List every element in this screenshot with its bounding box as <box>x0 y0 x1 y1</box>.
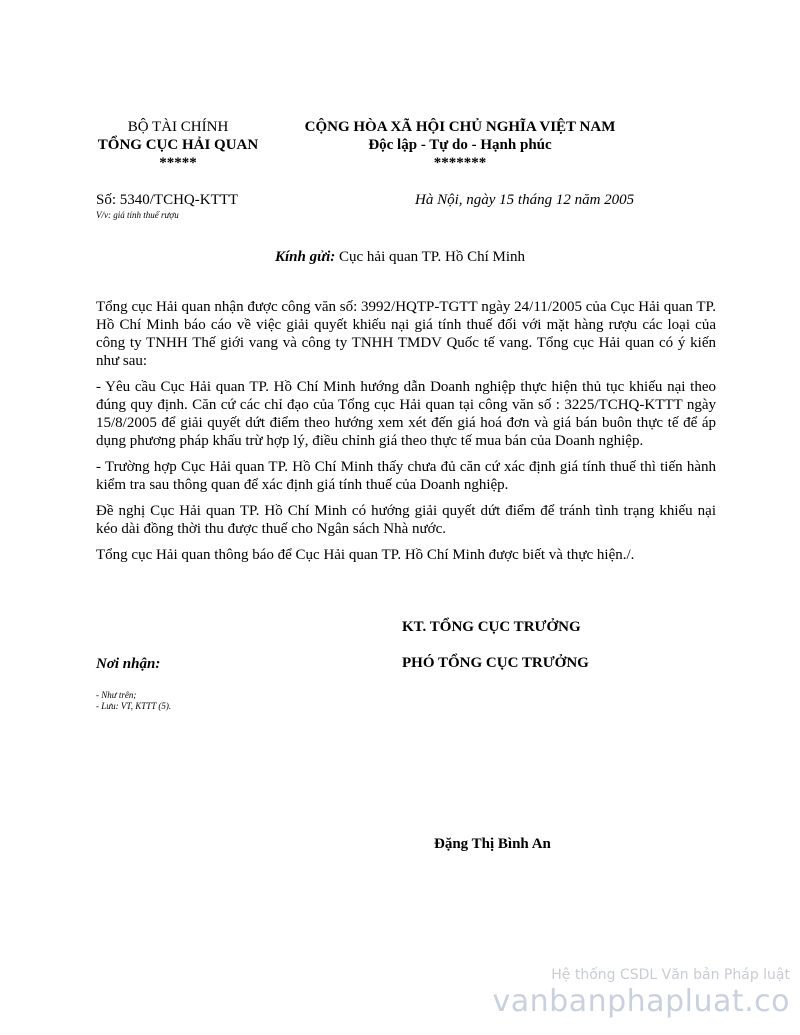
signer-name: Đặng Thị Bình An <box>434 836 551 852</box>
document-body <box>96 298 716 572</box>
watermark-site: vanbanphapluat.co <box>492 984 790 1019</box>
document-date: Hà Nội, ngày 15 tháng 12 năm 2005 <box>415 192 635 208</box>
national-motto: Độc lập - Tự do - Hạnh phúc <box>368 137 552 153</box>
recipients-list <box>96 690 171 712</box>
agency-separator: ***** <box>159 155 197 171</box>
agency-name: TỔNG CỤC HẢI QUAN <box>97 137 259 153</box>
country-name: CỘNG HÒA XÃ HỘI CHỦ NGHĨA VIỆT NAM <box>304 119 616 135</box>
recipient-item: - Như trên; <box>96 690 137 700</box>
motto-separator: ******* <box>433 155 487 171</box>
ministry-name: BỘ TÀI CHÍNH <box>127 119 229 135</box>
body-paragraph: - Trường hợp Cục Hải quan TP. Hồ Chí Minh thấy chưa đủ căn cứ xác định giá tính thuế thì tiến hành kiểm tra sau thông quan để xác định giá tính thuế của Doanh nghiệp. <box>96 459 716 493</box>
national-header-block <box>280 118 640 172</box>
signature-title-secondary: PHÓ TỔNG CỤC TRƯỞNG <box>402 655 589 671</box>
issuing-agency-block <box>96 118 260 172</box>
body-paragraph: Tổng cục Hải quan nhận được công văn số: 3992/HQTP-TGTT ngày 24/11/2005 của Cục Hải quan TP. Hồ Chí Minh báo cáo về việc giải quyết khiếu nại giá tính thuế đối với mặt hàng rượu các loại của công ty TNHH Thế giới vang và công ty TNHH TMDV Quốc tế vang. Tổng cục Hải quan có ý kiến như sau: <box>96 299 716 369</box>
recipient-label: Kính gửi: <box>275 249 336 265</box>
document-subject: V/v: giá tính thuế rượu <box>96 210 179 220</box>
body-paragraph: - Yêu cầu Cục Hải quan TP. Hồ Chí Minh hướng dẫn Doanh nghiệp thực hiện thủ tục khiếu nại theo đúng quy định. Căn cứ các chỉ đạo của Tổng cục Hải quan tại công văn số : 3225/TCHQ-KTTT ngày 15/8/2005 để giải quyết dứt điểm theo hướng xem xét đến giá hoá đơn và giá bán buôn thực tế để áp dụng phương pháp khấu trừ hợp lý, điều chỉnh giá theo thực tế mua bán của Doanh nghiệp. <box>96 379 716 449</box>
recipient-line <box>0 249 800 266</box>
recipient-item: - Lưu: VT, KTTT (5). <box>96 701 172 711</box>
body-paragraph: Tổng cục Hải quan thông báo để Cục Hải quan TP. Hồ Chí Minh được biết và thực hiện./. <box>96 547 635 563</box>
watermark-caption: Hệ thống CSDL Văn bản Pháp luật <box>551 967 790 983</box>
recipients-label: Nơi nhận: <box>96 656 161 672</box>
body-paragraph: Đề nghị Cục Hải quan TP. Hồ Chí Minh có hướng giải quyết dứt điểm để tránh tình trạng khiếu nại kéo dài đồng thời thu được thuế cho Ngân sách Nhà nước. <box>96 503 716 537</box>
signature-title-primary: KT. TỔNG CỤC TRƯỞNG <box>402 619 581 635</box>
recipient-name: Cục hải quan TP. Hồ Chí Minh <box>335 249 525 265</box>
document-number: Số: 5340/TCHQ-KTTT <box>96 192 239 208</box>
